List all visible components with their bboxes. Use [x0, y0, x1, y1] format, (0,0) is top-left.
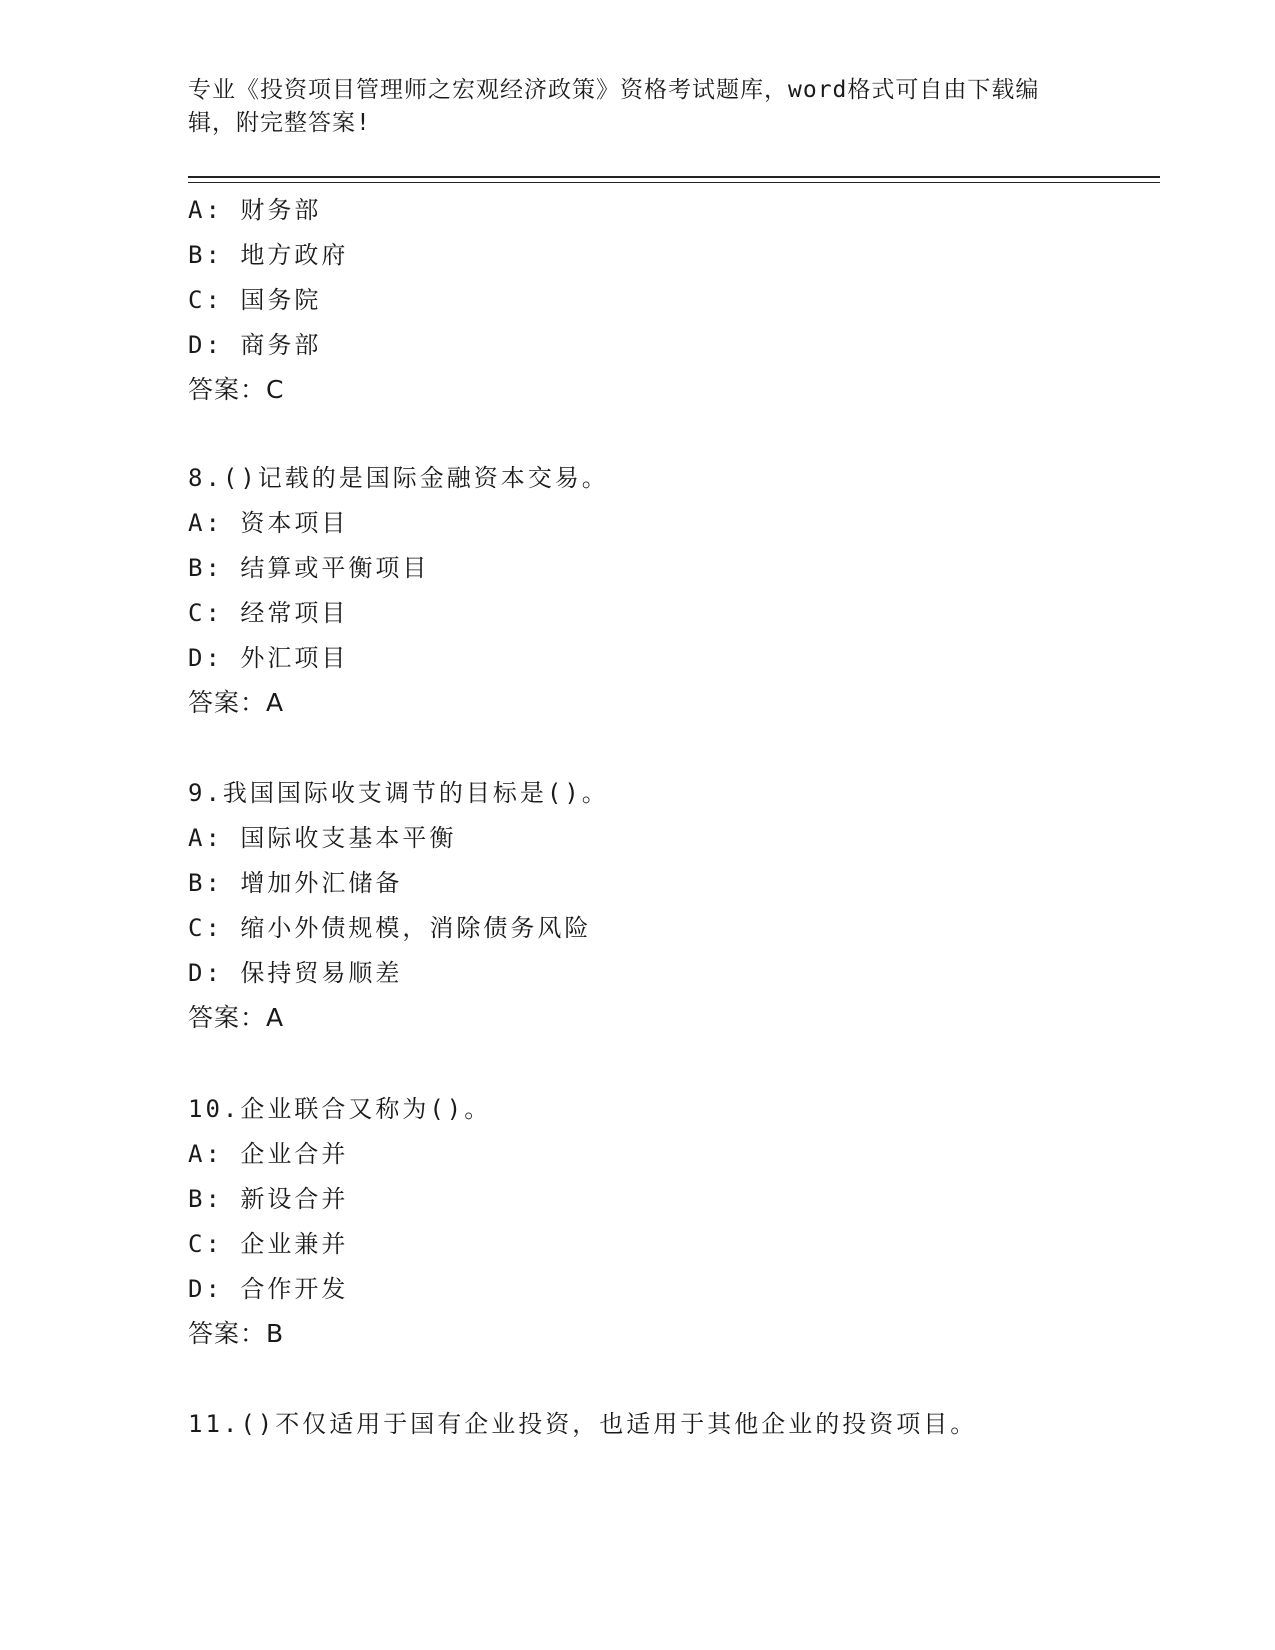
question-8-option-a: A: 资本项目	[188, 509, 349, 537]
header-line-1: 专业《投资项目管理师之宏观经济政策》资格考试题库，word格式可自由下载编	[188, 77, 1040, 103]
question-10-option-c: C: 企业兼并	[188, 1230, 349, 1258]
question-9-text: 9.我国国际收支调节的目标是()。	[188, 779, 609, 807]
header-line-2: 辑，附完整答案!	[188, 110, 371, 136]
question-10-option-b: B: 新设合并	[188, 1185, 349, 1213]
question-8-option-c: C: 经常项目	[188, 599, 349, 627]
question-10-option-d: D: 合作开发	[188, 1275, 349, 1303]
question-8-answer: 答案：A	[188, 688, 285, 717]
question-10-answer: 答案：B	[188, 1319, 285, 1348]
question-8-option-d: D: 外汇项目	[188, 644, 349, 672]
question-9-answer: 答案：A	[188, 1003, 285, 1032]
question-10-option-a: A: 企业合并	[188, 1140, 349, 1168]
question-8-option-b: B: 结算或平衡项目	[188, 554, 430, 582]
question-7-option-a: A: 财务部	[188, 196, 322, 224]
question-7-answer: 答案：C	[188, 375, 285, 404]
question-7-option-d: D: 商务部	[188, 331, 322, 359]
question-9-option-a: A: 国际收支基本平衡	[188, 824, 457, 852]
header-divider-thin	[188, 182, 1160, 183]
question-9-option-b: B: 增加外汇储备	[188, 869, 403, 897]
question-7-option-b: B: 地方政府	[188, 241, 349, 269]
question-9-option-d: D: 保持贸易顺差	[188, 959, 403, 987]
question-10-text: 10.企业联合又称为()。	[188, 1095, 492, 1123]
question-7-option-c: C: 国务院	[188, 286, 322, 314]
document-header	[188, 74, 1088, 140]
question-9-option-c: C: 缩小外债规模，消除债务风险	[188, 914, 592, 942]
header-divider-thick	[188, 176, 1160, 178]
question-11-text: 11.()不仅适用于国有企业投资，也适用于其他企业的投资项目。	[188, 1410, 978, 1438]
question-8-text: 8.()记载的是国际金融资本交易。	[188, 464, 609, 492]
